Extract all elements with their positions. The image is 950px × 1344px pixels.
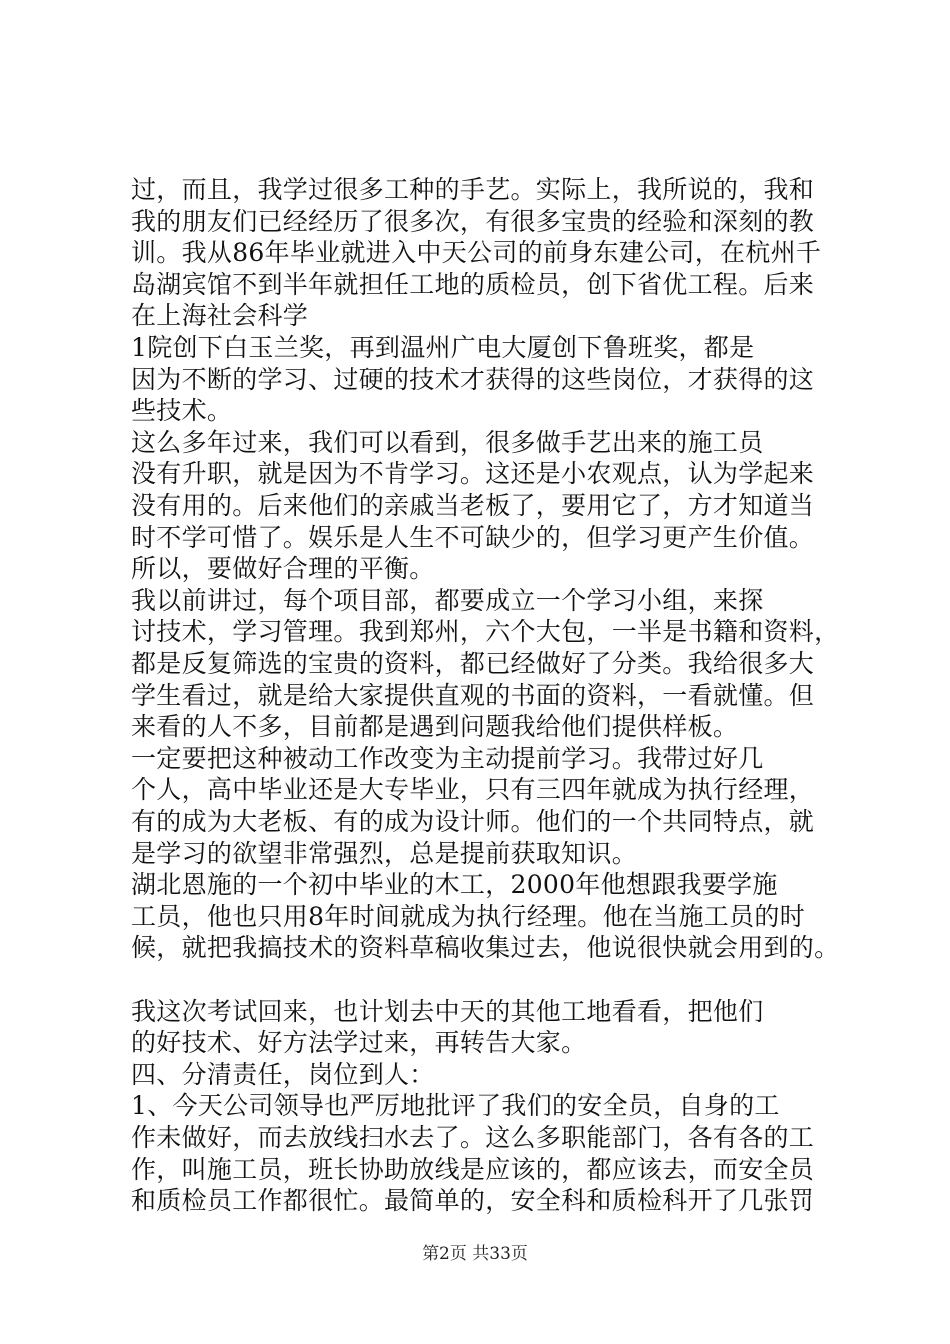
text-line: 1、今天公司领导也严厉地批评了我们的安全员，自身的工 — [131, 1091, 780, 1120]
text-line: 些技术。 — [131, 396, 233, 425]
text-line: 没有用的。后来他们的亲戚当老板了，要用它了，方才知道当 — [131, 491, 815, 520]
text-line: 湖北恩施的一个初中毕业的木工，2000年他想跟我要学施 — [131, 870, 778, 899]
text-line: 在上海社会科学 — [131, 301, 309, 330]
text-line: 学生看过，就是给大家提供直观的书面的资料，一看就懂。但 — [131, 681, 815, 710]
text-line: 一定要把这种被动工作改变为主动提前学习。我带过好几 — [131, 744, 764, 773]
text-line: 岛湖宾馆不到半年就担任工地的质检员，创下省优工程。后来 — [131, 270, 815, 299]
text-line: 所以，要做好合理的平衡。 — [131, 554, 435, 583]
text-line: 我的朋友们已经经历了很多次，有很多宝贵的经验和深刻的教 — [131, 207, 815, 236]
text-line: 我以前讲过，每个项目部，都要成立一个学习小组，来探 — [131, 586, 764, 615]
text-line: 的好技术、好方法学过来，再转告大家。 — [131, 1028, 587, 1057]
text-line: 作未做好，而去放线扫水去了。这么多职能部门，各有各的工 — [131, 1123, 815, 1152]
text-line: 工员，他也只用8年时间就成为执行经理。他在当施工员的时 — [131, 902, 806, 931]
page-number-footer: 第2页 共33页 — [422, 1244, 528, 1264]
text-line: 因为不断的学习、过硬的技术才获得的这些岗位，才获得的这 — [131, 365, 815, 394]
text-line: 作，叫施工员，班长协助放线是应该的，都应该去，而安全员 — [131, 1155, 815, 1184]
text-line: 和质检员工作都很忙。最简单的，安全科和质检科开了几张罚 — [131, 1186, 815, 1215]
text-line: 都是反复筛选的宝贵的资料，都已经做好了分类。我给很多大 — [131, 649, 815, 678]
text-line: 候，就把我搞技术的资料草稿收集过去，他说很快就会用到的。 — [131, 933, 840, 962]
text-line: 时不学可惜了。娱乐是人生不可缺少的，但学习更产生价值。 — [131, 523, 815, 552]
text-line: 没有升职，就是因为不肯学习。这还是小农观点，认为学起来 — [131, 459, 815, 488]
text-line: 我这次考试回来，也计划去中天的其他工地看看，把他们 — [131, 997, 764, 1026]
text-line: 有的成为大老板、有的成为设计师。他们的一个共同特点，就 — [131, 807, 815, 836]
blank-line — [131, 963, 831, 997]
section-heading: 四、分清责任，岗位到人： — [131, 1060, 435, 1089]
text-line: 讨技术，学习管理。我到郑州，六个大包，一半是书籍和资料， — [131, 617, 840, 646]
text-line: 来看的人不多，目前都是遇到问题我给他们提供样板。 — [131, 712, 739, 741]
text-line: 这么多年过来，我们可以看到，很多做手艺出来的施工员 — [131, 428, 764, 457]
text-line: 1院创下白玉兰奖，再到温州广电大厦创下鲁班奖，都是 — [131, 333, 755, 362]
text-line: 是学习的欲望非常强烈，总是提前获取知识。 — [131, 839, 638, 868]
text-line: 个人，高中毕业还是大专毕业，只有三四年就成为执行经理， — [131, 775, 815, 804]
text-line: 训。我从86年毕业就进入中天公司的前身东建公司，在杭州千 — [131, 238, 822, 267]
text-line: 过，而且，我学过很多工种的手艺。实际上，我所说的，我和 — [131, 175, 815, 204]
